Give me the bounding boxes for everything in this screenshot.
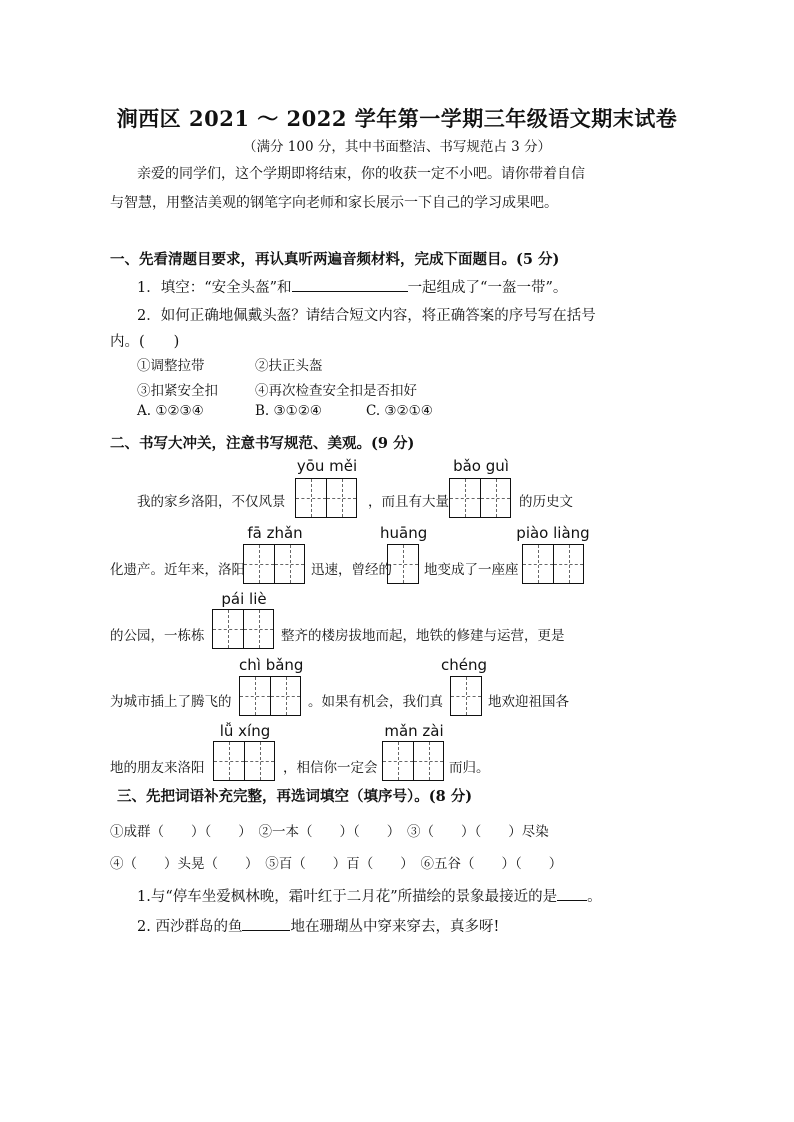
choice-b: B. ③①②④ (255, 403, 322, 419)
pinyin-man-zai: mǎn zài (384, 722, 444, 740)
pinyin-piao-liang: piào liàng (516, 524, 590, 542)
page-subtitle: （满分 100 分，其中书面整洁、书写规范占 3 分） (242, 139, 552, 155)
intro-line-2: 与智慧，用整洁美观的钢笔字向老师和家长展示一下自己的学习成果吧。 (110, 195, 558, 211)
text-line1-a: 我的家乡洛阳，不仅风景 (137, 494, 286, 510)
s3-q1-answer-blank[interactable] (557, 886, 587, 901)
q1-text-b: 一起组成了“一盔一带”。 (407, 280, 568, 296)
s3-q1-text-a: 1.与“停车坐爱枫林晚，霜叶红于二月花”所描绘的景象最接近的是 (137, 889, 558, 905)
text-line5-c: 而归。 (449, 760, 490, 776)
section2-heading: 二、书写大冲关，注意书写规范、美观。(9 分) (110, 435, 415, 452)
text-line5-b: ，相信你一定会 (283, 760, 378, 776)
writing-grid-piao-liang[interactable] (522, 544, 584, 584)
writing-grid-you-mei[interactable] (295, 478, 357, 518)
text-line5-a: 地的朋友来洛阳 (110, 760, 205, 776)
option-1: ①调整拉带 (137, 358, 205, 374)
pinyin-pai-lie: pái liè (221, 590, 267, 608)
word-row-2: ④（ ）头晃（ ） ⑤百（ ）百（ ） ⑥五谷（ ）（ ） (110, 856, 563, 872)
writing-grid-pai-lie[interactable] (212, 609, 274, 649)
option-4: ④再次检查安全扣是否扣好 (255, 383, 417, 399)
text-line2-a: 化遗产。近年来，洛阳 (110, 562, 245, 578)
writing-grid-fa-zhan[interactable] (243, 544, 305, 584)
choice-a: A. ①②③④ (137, 403, 204, 419)
text-line4-a: 为城市插上了腾飞的 (110, 694, 232, 710)
section3-q2 (137, 915, 499, 936)
s3-q2-text-b: 地在珊瑚丛中穿来穿去，真多呀! (290, 919, 500, 935)
text-line1-c: 的历史文 (519, 494, 573, 510)
pinyin-cheng: chéng (440, 656, 487, 674)
pinyin-lv-xing: lǚ xíng (219, 722, 271, 740)
text-line4-c: 地欢迎祖国各 (488, 694, 569, 710)
text-line1-b: ，而且有大量 (368, 494, 449, 510)
choice-c: C. ③②①④ (366, 403, 433, 419)
option-3: ③扣紧安全扣 (137, 383, 218, 399)
text-line3-a: 的公园，一栋栋 (110, 628, 205, 644)
writing-grid-huang[interactable] (387, 544, 419, 584)
writing-grid-man-zai[interactable] (382, 741, 444, 781)
section1-q2-line2: 内。( ) (110, 334, 180, 350)
option-2: ②扶正头盔 (255, 358, 323, 374)
text-line2-b: 迅速，曾经的 (311, 562, 392, 578)
intro-line-1: 亲爱的同学们，这个学期即将结束，你的收获一定不小吧。请你带着自信 (137, 166, 585, 182)
section1-q2-line1: 2．如何正确地佩戴头盔？请结合短文内容，将正确答案的序号写在括号 (137, 308, 596, 324)
writing-grid-lv-xing[interactable] (213, 741, 275, 781)
pinyin-chi-bang: chì bǎng (239, 656, 304, 674)
section3-heading: 三、先把词语补充完整，再选词填空（填序号）。(8 分) (117, 788, 473, 805)
section3-q1 (137, 885, 602, 906)
pinyin-you-mei: yōu měi (296, 457, 358, 475)
s3-q2-text-a: 2. 西沙群岛的鱼 (137, 919, 243, 935)
q1-answer-blank[interactable] (292, 277, 408, 292)
s3-q2-answer-blank[interactable] (242, 916, 290, 931)
pinyin-fa-zhan: fā zhǎn (247, 524, 303, 542)
writing-grid-chi-bang[interactable] (239, 676, 301, 716)
s3-q1-text-b: 。 (587, 889, 602, 905)
pinyin-huang: huāng (380, 524, 428, 542)
q1-text-a: 1．填空：“安全头盔”和 (137, 280, 292, 296)
section1-heading: 一、先看清题目要求，再认真听两遍音频材料，完成下面题目。(5 分) (110, 251, 560, 268)
section1-q1 (137, 276, 567, 297)
text-line3-b: 整齐的楼房拔地而起，地铁的修建与运营，更是 (281, 628, 565, 644)
text-line2-c: 地变成了一座座 (424, 562, 519, 578)
writing-grid-bao-gui[interactable] (449, 478, 511, 518)
writing-grid-cheng[interactable] (450, 676, 482, 716)
pinyin-bao-gui: bǎo guì (453, 457, 509, 475)
text-line4-b: 。如果有机会，我们真 (308, 694, 443, 710)
page-title: 涧西区 2021 ～ 2022 学年第一学期三年级语文期末试卷 (116, 106, 678, 131)
word-row-1: ①成群（ ）（ ） ②一本（ ）（ ） ③（ ）（ ）尽染 (110, 824, 549, 840)
